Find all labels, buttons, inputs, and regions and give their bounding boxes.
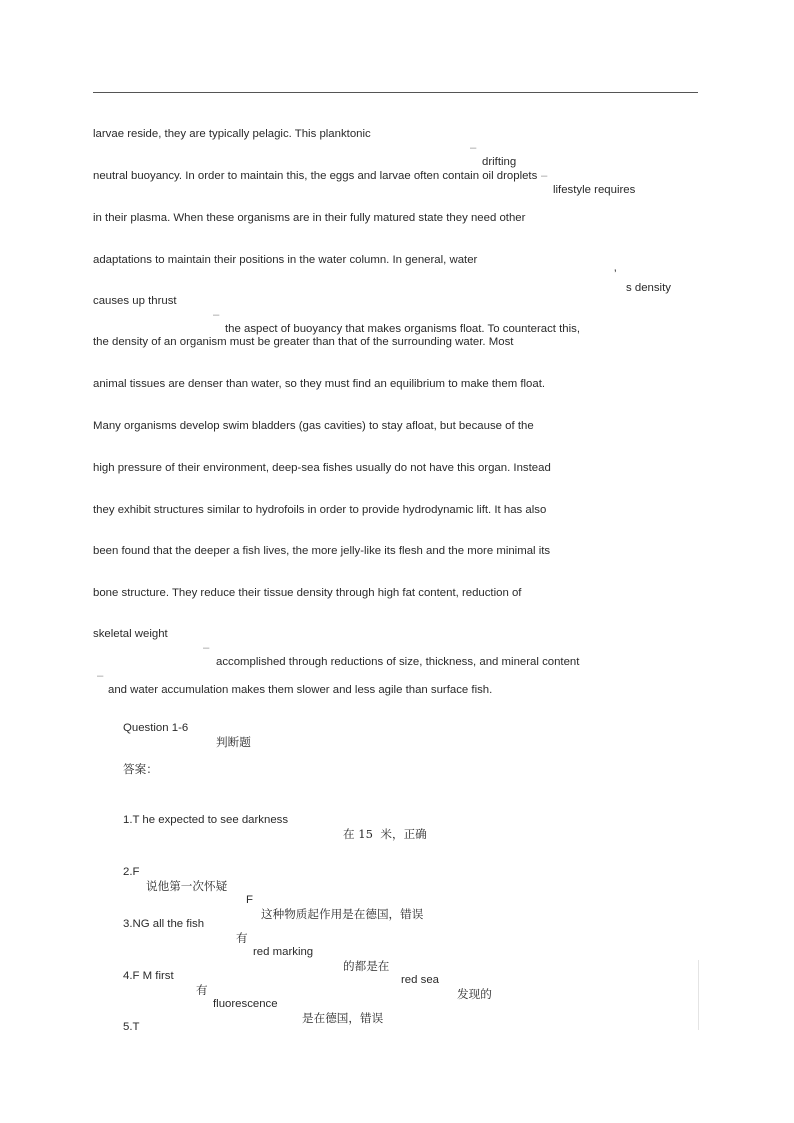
- answer-text: F: [246, 894, 253, 906]
- answer-text: red sea: [401, 974, 439, 986]
- passage-text: been found that the deeper a fish lives, the more jelly-like its flesh and the more minimal its: [93, 545, 551, 557]
- answer-text: 1.T he expected to see darkness: [123, 814, 289, 826]
- passage-text: s density: [626, 282, 671, 294]
- dash: –: [470, 142, 477, 154]
- passage-text: high pressure of their environment, deep-sea fishes usually do not have this organ. Instead: [93, 462, 551, 474]
- answer-note: 的都是在: [343, 959, 390, 973]
- passage-text: drifting: [482, 156, 517, 168]
- passage-line: [0, 489, 547, 531]
- passage-line: [0, 530, 551, 572]
- passage-text: and water accumulation makes them slower and less agile than surface fish.: [108, 684, 493, 696]
- dash: –: [541, 170, 548, 182]
- passage-text: causes up thrust: [93, 295, 177, 307]
- passage-text: the density of an organism must be greater than that of the surrounding water. Most: [93, 336, 514, 348]
- passage-text: skeletal weight: [93, 628, 168, 640]
- answer-item: [0, 799, 427, 855]
- passage-text: they exhibit structures similar to hydrofoils in order to provide hydrodynamic lift. It has also: [93, 504, 547, 516]
- question-type: 判断题: [216, 735, 251, 749]
- answer-text: red marking: [253, 946, 314, 958]
- dash: –: [97, 670, 104, 682]
- passage-text: accomplished through reductions of size, thickness, and mineral content: [216, 656, 580, 668]
- passage-text: neutral buoyancy. In order to maintain this, the eggs and larvae often contain oil droplets: [93, 170, 538, 182]
- passage-text: the aspect of buoyancy that makes organisms float. To counteract this,: [225, 323, 580, 335]
- dash: –: [203, 642, 210, 654]
- answer-text: fluorescence: [213, 998, 278, 1010]
- passage-text: animal tissues are denser than water, so they must find an equilibrium to make them float.: [93, 378, 546, 390]
- passage-text: adaptations to maintain their positions in the water column. In general, water: [93, 254, 478, 266]
- passage-text: bone structure. They reduce their tissue density through high fat content, reduction of: [93, 587, 522, 599]
- apostrophe: ’: [614, 268, 617, 280]
- passage-text: larvae reside, they are typically pelagic. This planktonic: [93, 128, 371, 140]
- answer-text: 5.T: [123, 1021, 140, 1033]
- answer-heading: 答案：: [123, 762, 158, 776]
- question-label: Question 1-6: [123, 722, 189, 734]
- answer-note: 有: [196, 983, 208, 997]
- passage-line: [0, 363, 546, 405]
- passage-text: lifestyle requires: [553, 184, 636, 196]
- answer-note: 在 15 米，正确: [343, 827, 427, 841]
- passage-line: [0, 572, 522, 614]
- answer-note: 有: [236, 931, 248, 945]
- passage-line: [0, 405, 534, 447]
- answer-note: 说他第一次怀疑: [146, 879, 228, 893]
- passage-line: [0, 197, 526, 239]
- answer-text: 2.F: [123, 866, 140, 878]
- answer-heading-line: [0, 748, 158, 790]
- passage-line: [0, 447, 551, 489]
- answer-note: 是在德国，错误: [302, 1011, 384, 1025]
- dash: –: [213, 309, 220, 321]
- passage-text: Many organisms develop swim bladders (gas cavities) to stay afloat, but because of the: [93, 420, 534, 432]
- header-rule: [93, 92, 698, 93]
- answer-note: 这种物质起作用是在德国，错误: [261, 907, 424, 921]
- passage-text: in their plasma. When these organisms are in their fully matured state they need other: [93, 212, 526, 224]
- answer-note: 发现的: [457, 987, 492, 1001]
- answer-text: 3.NG all the fish: [123, 918, 205, 930]
- answer-text: 4.F M first: [123, 970, 174, 982]
- answer-item: [0, 1006, 140, 1048]
- margin-rule: [698, 960, 699, 1030]
